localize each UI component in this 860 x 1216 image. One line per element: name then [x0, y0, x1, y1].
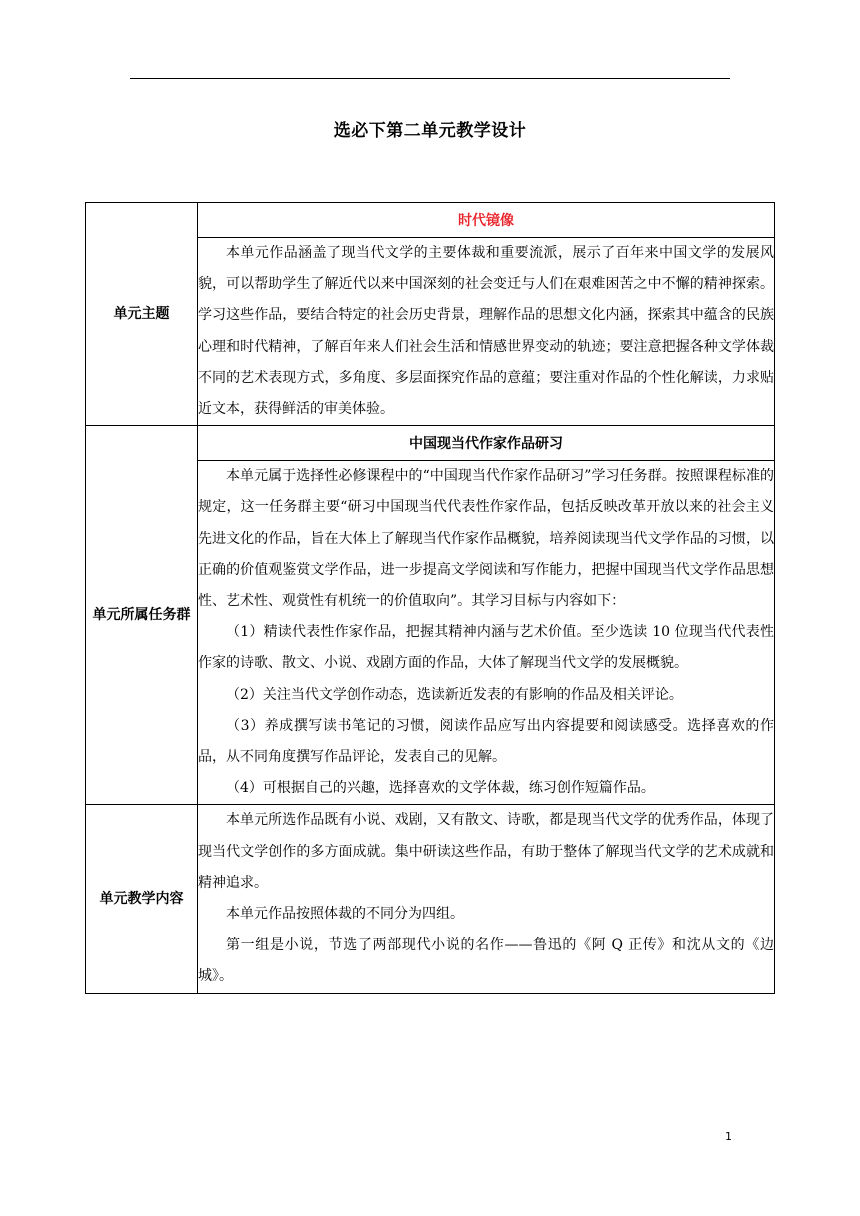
taskgroup-body — [198, 461, 775, 805]
content-body — [198, 805, 775, 993]
paragraph: 第一组是小说，节选了两部现代小说的名作——鲁迅的《阿 Q 正传》和沈从文的《边城》。 — [198, 937, 774, 985]
row-label-taskgroup: 单元所属任务群 — [86, 426, 198, 805]
paragraph: 本单元作品涵盖了现当代文学的主要体裁和重要流派，展示了百年来中国文学的发展风貌，可以帮助学生了解近代以来中国深刻的社会变迁与人们在艰难困苦之中不懈的精神探索。学习这些作品，要结合特定的社会历史背景，理解作品的思想文化内涵，探索其中蕴含的民族心理和时代精神，了解百年来人们社会生活和情感世界变动的轨迹；要注意把握各种文学体裁不同的艺术表现方式，多角度、多层面探究作品的意蕴；要注重对作品的个性化解读，力求贴近文本，获得鲜活的审美体验。 — [198, 245, 774, 418]
header-rule — [130, 78, 730, 79]
document-title: 选必下第二单元教学设计 — [333, 121, 527, 141]
paragraph: 本单元所选作品既有小说、戏剧，又有散文、诗歌，都是现当代文学的优秀作品，体现了现当代文学创作的多方面成就。集中研读这些作品，有助于整体了解现当代文学的艺术成就和精神追求。 — [198, 812, 774, 891]
table-row-content — [86, 805, 775, 993]
paragraph: （3）养成撰写读书笔记的习惯，阅读作品应写出内容提要和阅读感受。选择喜欢的作品，从不同角度撰写作品评论，发表自己的见解。 — [198, 717, 774, 766]
paragraph: （1）精读代表性作家作品，把握其精神内涵与艺术价值。至少选读 10 位现当代代表性作家的诗歌、散文、小说、戏剧方面的作品，大体了解现当代文学的发展概貌。 — [198, 624, 774, 672]
row-label-content: 单元教学内容 — [86, 805, 198, 993]
theme-heading: 时代镜像 — [198, 203, 775, 238]
paragraph: （2）关注当代文学创作动态，选读新近发表的有影响的作品及相关评论。 — [226, 686, 683, 703]
paragraph: （4）可根据自己的兴趣，选择喜欢的文学体裁，练习创作短篇作品。 — [226, 780, 655, 797]
table-row-theme-heading — [86, 203, 775, 238]
table-row-taskgroup-heading — [86, 426, 775, 461]
row-label-theme: 单元主题 — [86, 203, 198, 426]
taskgroup-heading: 中国现当代作家作品研习 — [198, 426, 775, 461]
paragraph: 本单元作品按照体裁的不同分为四组。 — [226, 906, 464, 923]
paragraph: 本单元属于选择性必修课程中的“中国现当代作家作品研习”学习任务群。按照课程标准的规定，这一任务群主要“研习中国现当代代表性作家作品，包括反映改革开放以来的社会主义先进文化的作品，旨在大体上了解现当代作家作品概貌，培养阅读现当代文学作品的习惯，以正确的价值观鉴赏文学作品，进一步提高文学阅读和写作能力，把握中国现当代文学作品思想性、艺术性、观赏性有机统一的价值取向”。其学习目标与内容如下： — [198, 468, 774, 610]
theme-body — [198, 238, 775, 426]
page-number: 1 — [725, 1130, 732, 1143]
unit-design-table — [85, 202, 775, 994]
